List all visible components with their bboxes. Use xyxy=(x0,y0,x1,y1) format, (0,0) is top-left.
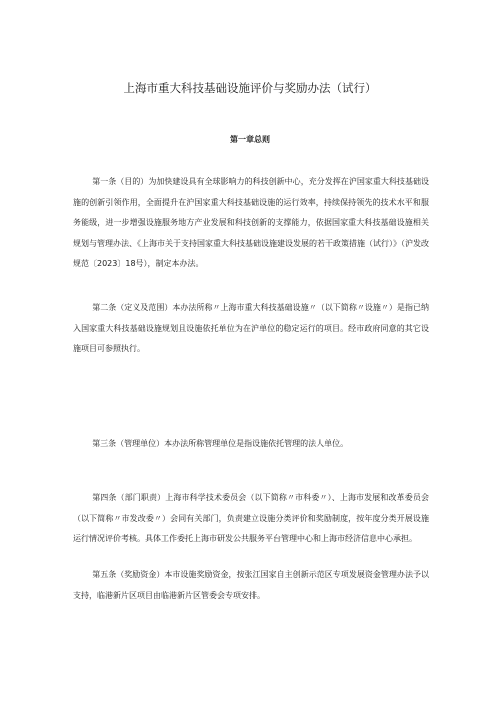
chapter-title: 第一章总则 xyxy=(230,134,270,144)
article-4-paragraph: 第四条（部门职责）上海市科学技术委员会（以下简称〃市科委〃）、上海市发展和改革委员会（以下简称〃市发改委〃）会同有关部门，负责建立设施分类评价和奖励制度，按年度分类开展设施运行情况评价考核。具体工作委托上海市研发公共服务平台管理中心和上海市经济信息中心承担。 xyxy=(73,493,429,543)
article-2-paragraph: 第二条（定义及范围）本办法所称〃上海市重大科技基础设施〃（以下简称〃设施〃）是指已纳入国家重大科技基础设施规划且设施依托单位为在沪单位的稳定运行的项目。经市政府同意的其它设施项目可参照执行。 xyxy=(73,303,429,353)
article-3-paragraph: 第三条（管理单位）本办法所称管理单位是指设施依托管理的法人单位。 xyxy=(92,439,349,448)
article-5-paragraph: 第五条（奖励资金）本市设施奖励资金，按张江国家自主创新示范区专项发展资金管理办法予以支持，临港新片区项目由临港新片区管委会专项安排。 xyxy=(73,570,429,600)
document-title: 上海市重大科技基础设施评价与奖励办法（试行） xyxy=(123,80,377,95)
article-1-paragraph: 第一条（目的）为加快建设具有全球影响力的科技创新中心，充分发挥在沪国家重大科技基础设施的创新引领作用，全面提升在沪国家重大科技基础设施的运行效率，持续保持领先的技术水平和服务能级，进一步增强设施服务地方产业发展和科技创新的支撑能力，依据国家重大科技基础设施相关规划与管理办法、《上海市关于支持国家重大科技基础设施建设发展的若干政策措施（试行）》（沪发改规范〔2023〕18号），制定本办法。 xyxy=(73,177,429,268)
